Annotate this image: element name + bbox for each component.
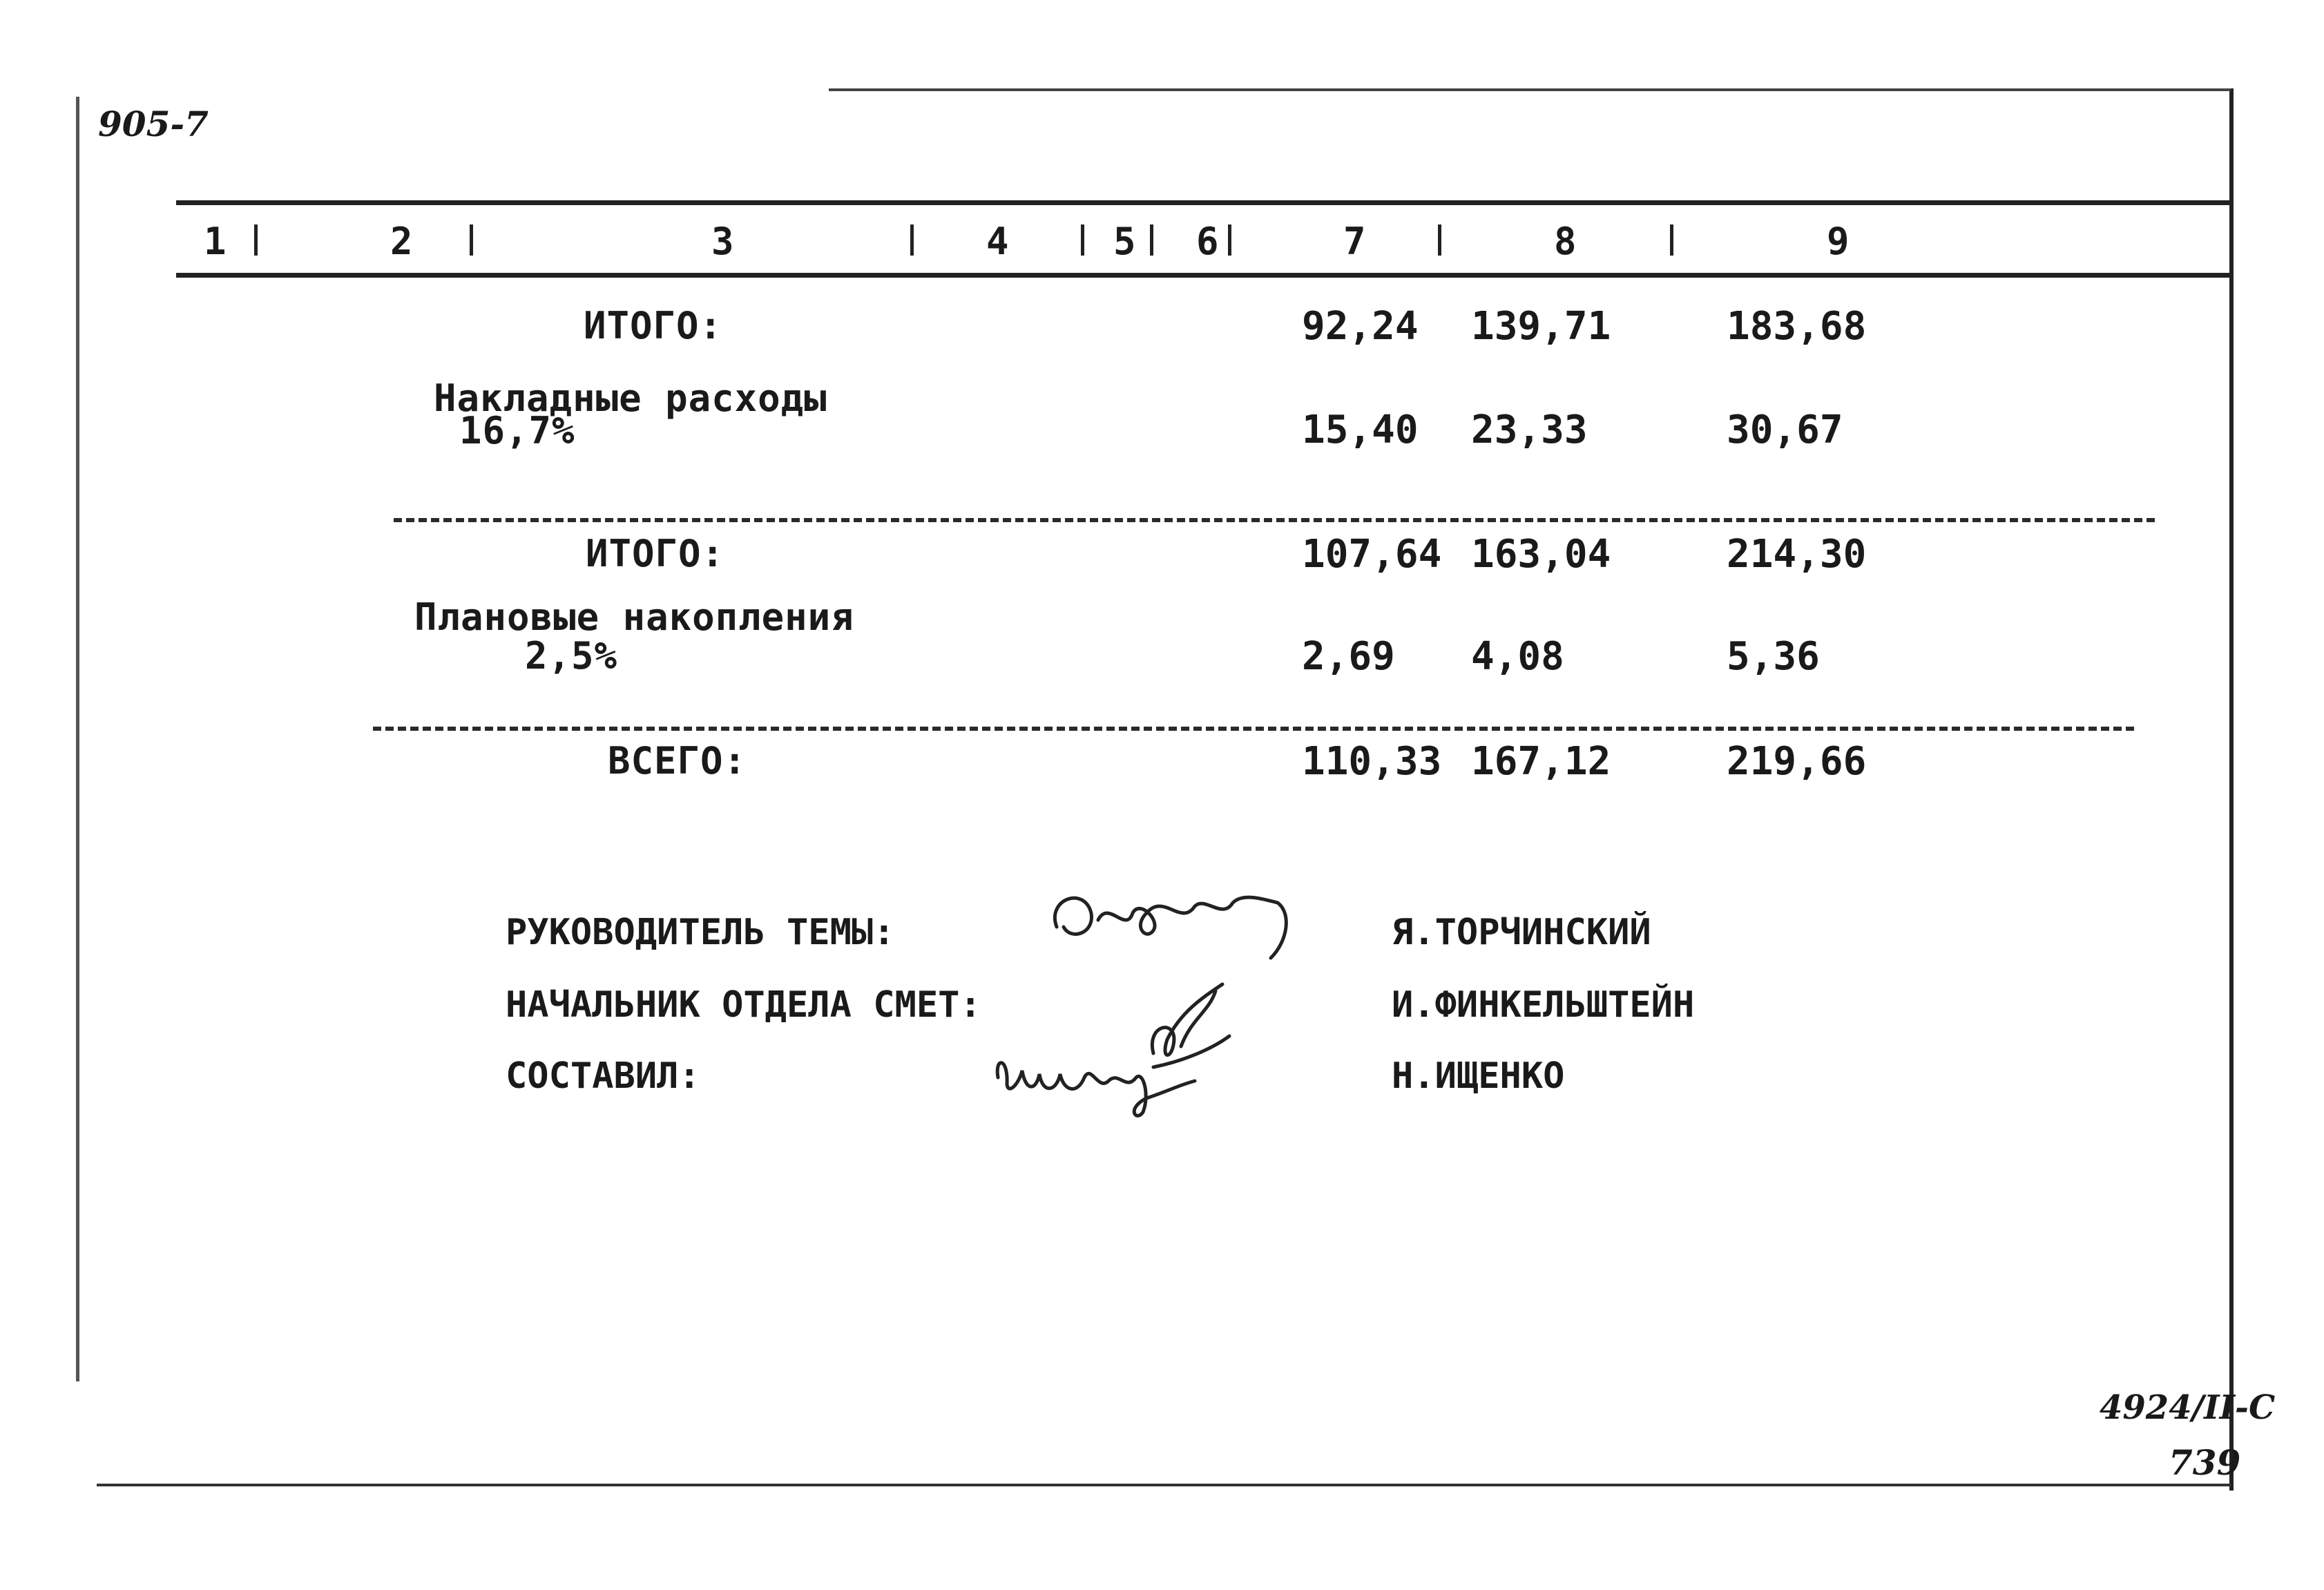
col-header-8: 8 bbox=[1554, 220, 1577, 263]
cell-col8: 4,08 bbox=[1471, 634, 1564, 679]
signatory-name: Н.ИЩЕНКО bbox=[1392, 1055, 1565, 1097]
col-sep bbox=[1081, 224, 1084, 256]
cell-col7: 110,33 bbox=[1302, 739, 1442, 784]
col-header-7: 7 bbox=[1343, 220, 1366, 263]
col-header-6: 6 bbox=[1196, 220, 1219, 263]
row-label: ИТОГО: bbox=[584, 304, 723, 347]
col-sep bbox=[1150, 224, 1153, 256]
col-header-3: 3 bbox=[711, 220, 734, 263]
frame-right bbox=[2229, 88, 2234, 1491]
cell-col7: 92,24 bbox=[1302, 304, 1419, 349]
cell-col9: 183,68 bbox=[1727, 304, 1867, 349]
col-sep bbox=[1670, 224, 1673, 256]
frame-top bbox=[829, 88, 2231, 91]
col-sep bbox=[1438, 224, 1441, 256]
col-sep bbox=[254, 224, 258, 256]
col-sep bbox=[1228, 224, 1231, 256]
signature-role: НАЧАЛЬНИК ОТДЕЛА СМЕТ: bbox=[506, 984, 981, 1026]
col-header-1: 1 bbox=[204, 220, 227, 263]
row-label-rate: 2,5% bbox=[525, 634, 618, 678]
signatory-name: И.ФИНКЕЛЬШТЕЙН bbox=[1392, 984, 1695, 1026]
cell-col8: 167,12 bbox=[1471, 739, 1611, 784]
cell-col8: 23,33 bbox=[1471, 408, 1588, 452]
cell-col7: 2,69 bbox=[1302, 634, 1395, 679]
signature-role: РУКОВОДИТЕЛЬ ТЕМЫ: bbox=[506, 912, 895, 953]
cell-col9: 219,66 bbox=[1727, 739, 1867, 784]
cell-col9: 5,36 bbox=[1727, 634, 1820, 679]
dashed-separator bbox=[373, 727, 2134, 731]
cell-col9: 214,30 bbox=[1727, 532, 1867, 577]
cell-col7: 107,64 bbox=[1302, 532, 1442, 577]
row-label: ВСЕГО: bbox=[608, 739, 747, 783]
col-header-2: 2 bbox=[390, 220, 413, 263]
col-sep bbox=[910, 224, 914, 256]
document-code: 905-7 bbox=[98, 104, 209, 144]
col-header-5: 5 bbox=[1113, 220, 1136, 263]
row-label: Накладные расходы bbox=[434, 376, 827, 420]
cell-col8: 139,71 bbox=[1471, 304, 1611, 349]
col-header-4: 4 bbox=[986, 220, 1009, 263]
handwritten-signature bbox=[1043, 872, 1305, 968]
cell-col9: 30,67 bbox=[1727, 408, 1843, 452]
cell-col8: 163,04 bbox=[1471, 532, 1611, 577]
col-sep bbox=[470, 224, 473, 256]
signatory-name: Я.ТОРЧИНСКИЙ bbox=[1392, 912, 1651, 953]
frame-bottom bbox=[97, 1484, 2231, 1486]
page-number: 739 bbox=[2169, 1442, 2241, 1483]
dashed-separator bbox=[394, 518, 2155, 522]
row-label-rate: 16,7% bbox=[459, 409, 575, 452]
row-label: ИТОГО: bbox=[586, 532, 725, 575]
header-top-rule bbox=[176, 200, 2231, 205]
handwritten-signature bbox=[988, 1029, 1209, 1126]
row-label: Плановые накопления bbox=[414, 595, 854, 639]
frame-left bbox=[76, 97, 79, 1381]
cell-col7: 15,40 bbox=[1302, 408, 1419, 452]
footer-code: 4924/II-C bbox=[2100, 1388, 2276, 1427]
header-bottom-rule bbox=[176, 273, 2231, 278]
col-header-9: 9 bbox=[1827, 220, 1850, 263]
signature-role: СОСТАВИЛ: bbox=[506, 1055, 700, 1097]
